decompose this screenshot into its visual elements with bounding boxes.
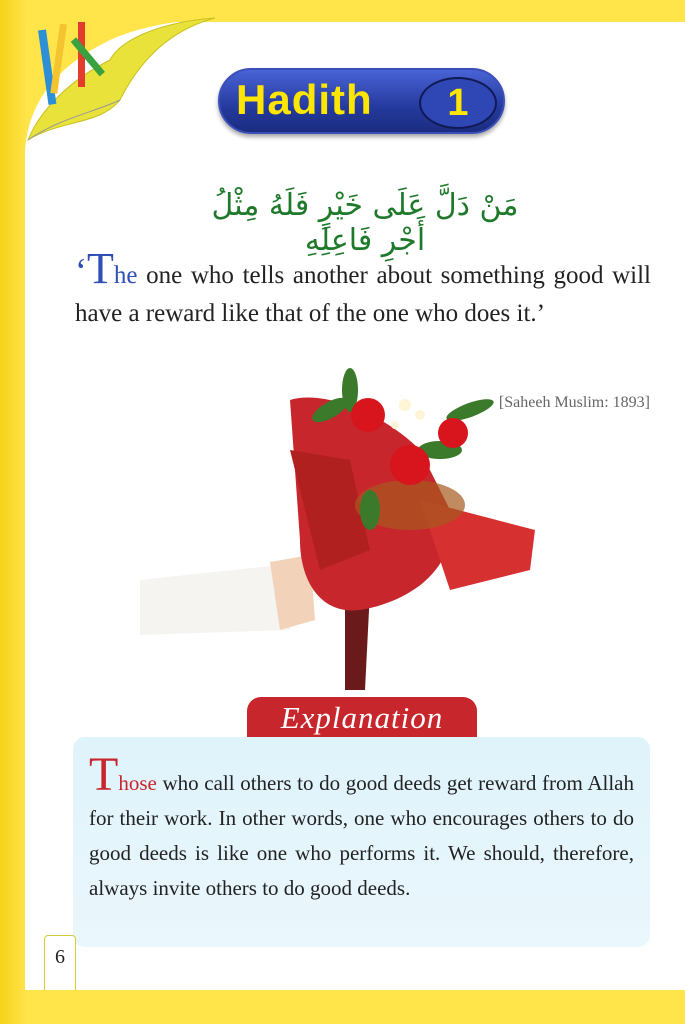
explanation-body: who call others to do good deeds get reward from Allah for their work. In other words, one who encourages others to do good deeds is like one who performs it. We should, therefore, always invite others to do good deeds. xyxy=(89,771,634,900)
translation-text: one who tells another about something good will have a reward like that of the one who does it.’ xyxy=(75,262,651,327)
drop-cap-rest: he xyxy=(113,262,138,289)
explanation-heading: Explanation xyxy=(247,697,477,737)
drop-cap-rest: hose xyxy=(118,771,157,795)
hadith-title-banner xyxy=(218,68,505,134)
page-curl-pencils-decoration xyxy=(0,0,240,150)
open-quote: ‘ xyxy=(75,251,87,291)
citation: [Saheeh Muslim: 1893] xyxy=(498,394,650,411)
drop-cap: T xyxy=(89,748,119,801)
title-text: Hadith xyxy=(236,76,373,123)
drop-cap: T xyxy=(87,244,114,293)
explanation-text xyxy=(89,748,634,906)
hadith-number: 1 xyxy=(419,77,497,129)
arabic-hadith: مَنْ دَلَّ عَلَى خَيْرٍ فَلَهُ مِثْلُ أَجْرِ فَاعِلِهِ xyxy=(211,188,519,258)
flower-bouquet-image xyxy=(120,300,550,700)
page-number: 6 xyxy=(44,935,76,990)
